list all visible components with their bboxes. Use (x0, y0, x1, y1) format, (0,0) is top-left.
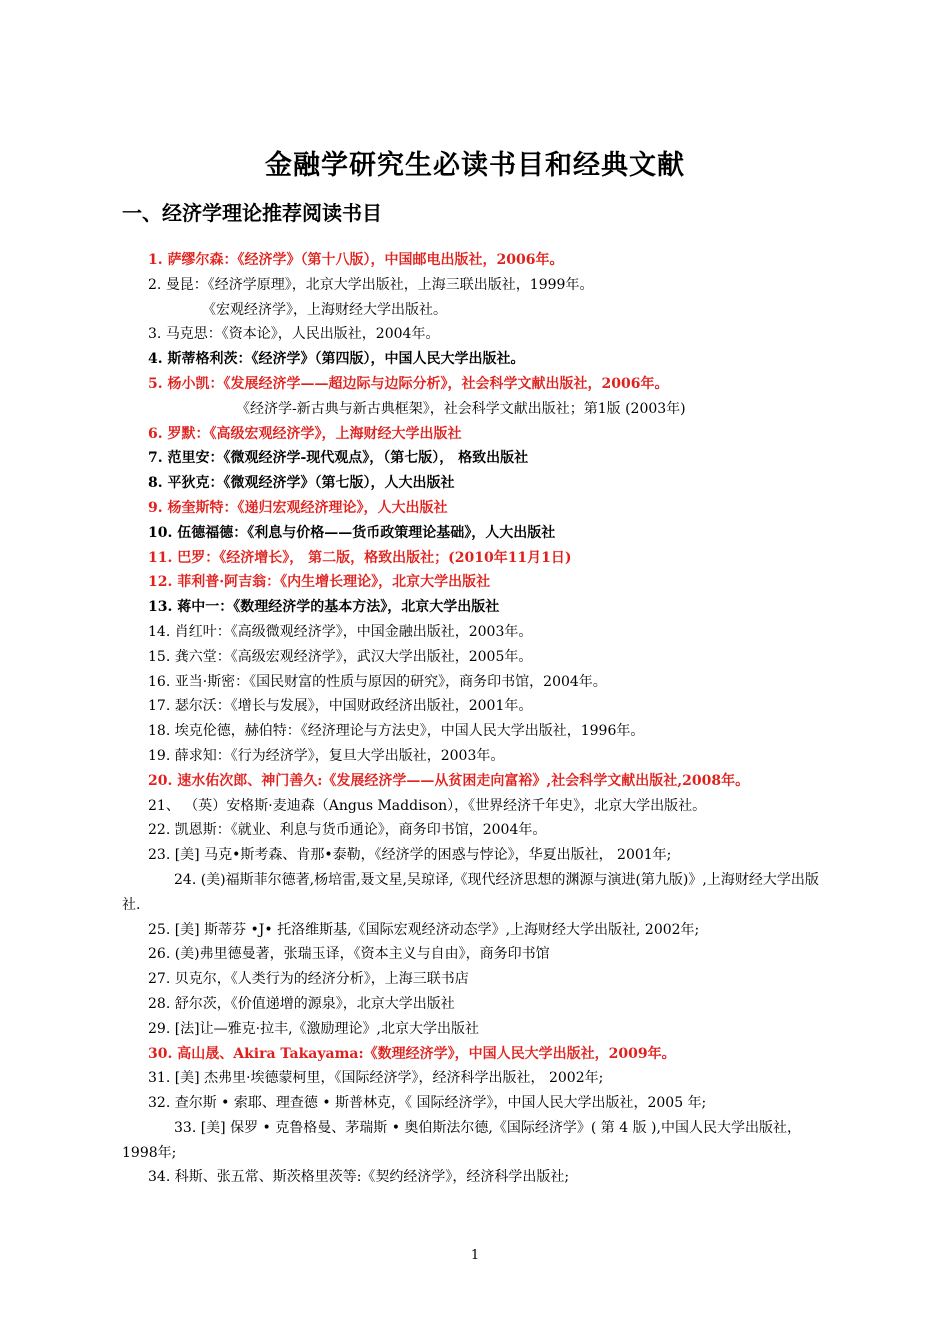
item-text: 《经济学-新古典与新古典框架》，社会科学文献出版社；第1版 (2003年) (236, 400, 686, 417)
item-text: 蒋中一：《数理经济学的基本方法》，北京大学出版社 (177, 599, 500, 616)
item-number: 19. (148, 747, 171, 764)
list-item (122, 1042, 832, 1067)
item-text: 亚当·斯密：《国民财富的性质与原因的研究》，商务印书馆，2004年。 (174, 673, 607, 690)
item-number: 24. (174, 871, 197, 888)
item-text: 范里安：《微观经济学-现代观点》，（第七版）， 格致出版社 (167, 450, 529, 467)
item-number: 9. (148, 499, 163, 516)
item-number: 17. (148, 698, 171, 715)
item-text: [法]让—雅克·拉丰,《激励理论》,北京大学出版社 (174, 1020, 479, 1037)
item-number: 11. (148, 549, 173, 566)
list-item (122, 521, 832, 546)
item-number: 32. (148, 1095, 171, 1112)
item-text: （英）安格斯·麦迪森（Angus Maddison），《世界经济千年史》，北京大学出版社。 (184, 797, 707, 814)
item-text: 罗默：《高级宏观经济学》，上海财经大学出版社 (167, 425, 462, 442)
item-number: 5. (148, 375, 163, 392)
item-number: 34. (148, 1169, 171, 1186)
item-text: 舒尔茨，《价值递增的源泉》，北京大学出版社 (174, 995, 455, 1012)
item-text: 瑟尔沃：《增长与发展》，中国财政经济出版社，2001年。 (174, 698, 533, 715)
item-number: 26. (148, 946, 171, 963)
list-item (122, 1116, 832, 1166)
item-text: 巴罗：《经济增长》， 第二版，格致出版社；(2010年11月1日) (177, 549, 572, 566)
item-text: 龚六堂：《高级宏观经济学》，武汉大学出版社，2005年。 (174, 648, 533, 665)
item-text: 肖红叶：《高级微观经济学》，中国金融出版社，2003年。 (174, 623, 533, 640)
item-number: 23. (148, 847, 171, 864)
item-text: 高山晟、Akira Takayama:《数理经济学》，中国人民大学出版社，2009年。 (177, 1045, 676, 1062)
list-item (122, 546, 832, 571)
item-text: 埃克伦德，赫伯特：《经济理论与方法史》，中国人民大学出版社，1996年。 (174, 723, 645, 740)
item-number: 18. (148, 723, 171, 740)
item-number: 14. (148, 623, 171, 640)
list-item (122, 992, 832, 1017)
list-item (122, 397, 832, 422)
item-number: 8. (148, 475, 163, 492)
item-number: 22. (148, 822, 171, 839)
list-item (122, 670, 832, 695)
reading-list (122, 248, 832, 1190)
item-number: 31. (148, 1070, 171, 1087)
item-text: 薛求知：《行为经济学》，复旦大学出版社，2003年。 (174, 747, 505, 764)
list-item (122, 918, 832, 943)
item-number: 20. (148, 772, 173, 789)
item-text: [美] 保罗 • 克鲁格曼、茅瑞斯 • 奥伯斯法尔德,《国际经济学》( 第 4 版 ),中国人民大学出版社，1998年; (122, 1119, 801, 1161)
item-text: 《宏观经济学》，上海财经大学出版社。 (202, 301, 447, 318)
item-number: 33. (174, 1119, 197, 1136)
list-item (122, 1091, 832, 1116)
item-text: [美] 杰弗里·埃德蒙柯里，《国际经济学》，经济科学出版社， 2002年; (174, 1070, 604, 1087)
list-item (122, 769, 832, 794)
list-item (122, 298, 832, 323)
list-item (122, 446, 832, 471)
item-text: 贝克尔，《人类行为的经济分析》，上海三联书店 (174, 971, 469, 988)
list-item (122, 967, 832, 992)
item-number: 13. (148, 599, 173, 616)
item-text: 查尔斯 • 索耶、理查德 • 斯普林克，《 国际经济学》，中国人民大学出版社，2005 年; (174, 1095, 707, 1112)
item-text: (美)弗里德曼著，张瑞玉译，《资本主义与自由》，商务印书馆 (174, 946, 550, 963)
item-number: 30. (148, 1045, 173, 1062)
list-item (122, 570, 832, 595)
item-number: 3. (148, 326, 162, 343)
list-item (122, 273, 832, 298)
list-item (122, 422, 832, 447)
list-item (122, 496, 832, 521)
item-text: 凯恩斯：《就业、利息与货币通论》，商务印书馆，2004年。 (174, 822, 547, 839)
list-item (122, 794, 832, 819)
item-text: 萨缪尔森：《经济学》（第十八版），中国邮电出版社，2006年。 (167, 252, 564, 268)
list-item (122, 868, 832, 918)
list-item (122, 719, 832, 744)
list-item (122, 843, 832, 868)
item-text: (美)福斯菲尔德著,杨培雷,聂文星,吴琼译,《现代经济思想的渊源与演进(第九版)》,上海财经大学出版社. (122, 871, 819, 913)
list-item (122, 942, 832, 967)
item-number: 29. (148, 1020, 171, 1037)
list-item (122, 620, 832, 645)
item-text: 斯蒂格利茨：《经济学》（第四版），中国人民大学出版社。 (167, 351, 525, 368)
item-text: 平狄克：《微观经济学》（第七版），人大出版社 (167, 475, 455, 492)
item-text: 杨奎斯特：《递归宏观经济理论》，人大出版社 (167, 499, 448, 516)
item-number: 1. (148, 252, 163, 268)
list-item (122, 744, 832, 769)
item-number: 25. (148, 921, 171, 938)
item-number: 7. (148, 450, 163, 467)
item-number: 21、 (148, 797, 180, 814)
item-number: 28. (148, 995, 171, 1012)
item-number: 6. (148, 425, 163, 442)
item-number: 2. (148, 276, 162, 293)
item-text: 马克思：《资本论》，人民出版社，2004年。 (165, 326, 440, 343)
item-text: 伍德福德：《利息与价格——货币政策理论基础》，人大出版社 (177, 524, 556, 541)
item-text: 速水佑次郎、神门善久:《发展经济学——从贫困走向富裕》,社会科学文献出版社,2008年。 (177, 772, 750, 789)
list-item (122, 1165, 832, 1190)
item-text: 杨小凯：《发展经济学——超边际与边际分析》，社会科学文献出版社，2006年。 (167, 375, 669, 392)
item-number: 12. (148, 574, 173, 591)
list-item (122, 595, 832, 620)
list-item (122, 1017, 832, 1042)
list-item (122, 372, 832, 397)
item-text: 菲利普·阿吉翁：《内生增长理论》，北京大学出版社 (177, 574, 491, 591)
list-item (122, 322, 832, 347)
section-heading: 一、经济学理论推荐阅读书目 (122, 201, 382, 225)
page-number: 1 (470, 1248, 480, 1263)
list-item (122, 471, 832, 496)
item-text: [美] 马克•斯考森、肯那•泰勒，《经济学的困惑与悖论》，华夏出版社， 2001年; (174, 847, 672, 864)
item-number: 16. (148, 673, 171, 690)
list-item (122, 248, 832, 273)
item-number: 15. (148, 648, 171, 665)
item-number: 27. (148, 971, 171, 988)
item-number: 10. (148, 524, 173, 541)
list-item (122, 818, 832, 843)
document-title: 金融学研究生必读书目和经典文献 (265, 150, 685, 181)
list-item (122, 1066, 832, 1091)
item-text: 曼昆：《经济学原理》，北京大学出版社，上海三联出版社，1999年。 (165, 276, 594, 293)
item-text: [美] 斯蒂芬 •J• 托洛维斯基,《国际宏观经济动态学》,上海财经大学出版社, 2002年; (174, 921, 700, 938)
list-item (122, 694, 832, 719)
item-text: 科斯、张五常、斯茨格里茨等:《契约经济学》，经济科学出版社; (174, 1169, 570, 1186)
item-number: 4. (148, 351, 163, 368)
list-item (122, 347, 832, 372)
list-item (122, 645, 832, 670)
